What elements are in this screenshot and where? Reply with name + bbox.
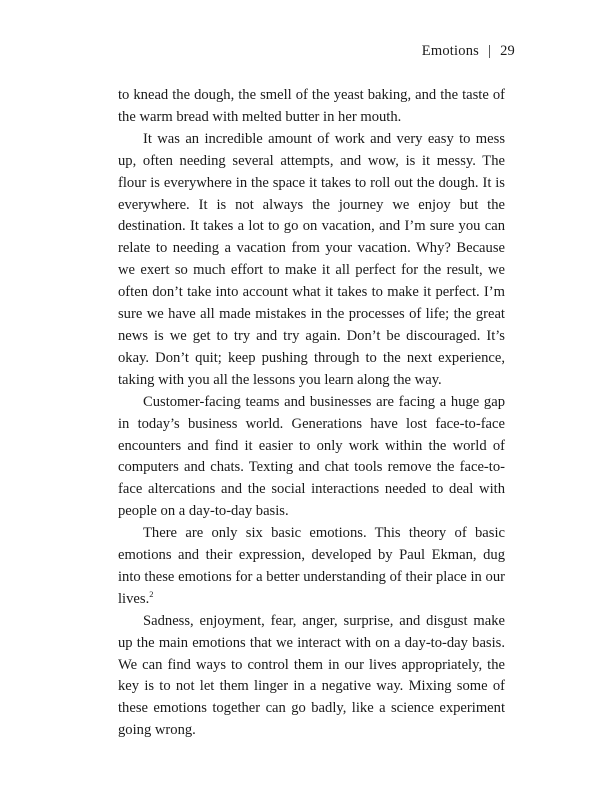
paragraph-text: There are only six basic emotions. This theory of basic emotions and their expression, developed by Paul Ekman, dug into these emotions for a better understanding of their place in our lives. — [118, 525, 505, 607]
paragraph-continued: to knead the dough, the smell of the yeast baking, and the taste of the warm bread with melted butter in her mouth. — [118, 87, 505, 125]
paragraph-with-footnote — [118, 523, 505, 611]
page-number: 29 — [500, 43, 515, 59]
paragraph: Sadness, enjoyment, fear, anger, surprise, and disgust make up the main emotions that we interact with on a day-to-day basis. We can find ways to control them in our lives appropriately, the key is to not let them linger in a negative way. Mixing some of these emotions together can go badly, like a science experiment going wrong. — [118, 612, 505, 739]
footnote-marker[interactable]: 2 — [149, 588, 154, 599]
section-title: Emotions — [421, 43, 479, 59]
running-header — [422, 43, 515, 60]
body-text — [118, 85, 505, 742]
paragraph: Customer-facing teams and businesses are facing a huge gap in today’s business world. Generations have lost face-to-face encounters and find it easier to only work within the world of computers and chats. Texting and chat tools remove the face-to-face altercations and the social interactions needed to deal with people on a day-to-day basis. — [118, 393, 505, 520]
header-separator: | — [487, 43, 492, 59]
paragraph: It was an incredible amount of work and very easy to mess up, often needing several attempts, and wow, is it messy. The flour is everywhere in the space it takes to roll out the dough. It is everywhere. It is not always the journey we enjoy but the destination. It takes a lot to go on vacation, and I’m sure you can relate to needing a vacation from your vacation. Why? Because we exert so much effort to make it all perfect for the result, we often don’t take into account what it takes to make it perfect. I’m sure we have all made mistakes in the processes of life; the great news is we get to try and try again. Don’t be discouraged. It’s okay. Don’t quit; keep pushing through to the next experience, taking with you all the lessons you learn along the way. — [118, 130, 505, 388]
